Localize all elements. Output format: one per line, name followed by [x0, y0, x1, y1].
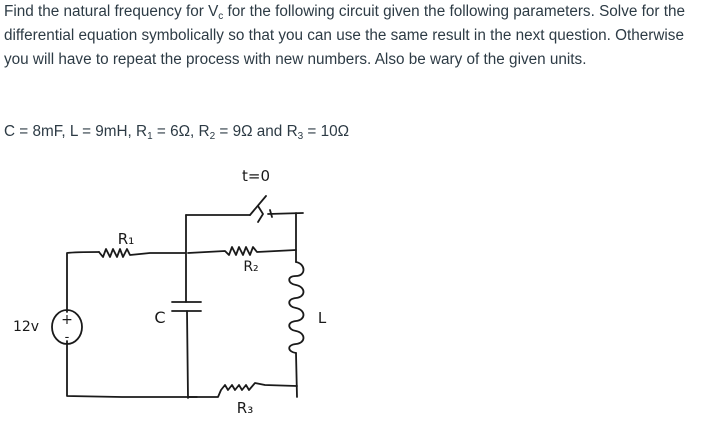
resistor-r3 [188, 383, 297, 397]
resistor-r1 [99, 249, 185, 257]
switch-contact [270, 210, 272, 217]
param-text: C = 8mF, L = 9mH, R [4, 123, 148, 140]
wire-top-right [268, 213, 303, 214]
question-text-part: Find the natural frequency for V [4, 3, 219, 20]
subscript: 3 [297, 131, 304, 142]
question-text [4, 0, 704, 72]
minus-sign: - [64, 330, 70, 345]
plus-sign: + [61, 312, 73, 328]
question-text-part: for the following circuit given the following parameters. Solve for the differential equation symbolically so that you can use the same result in the next question. Otherwise you will have to repeat the process with new numbers. Also be wary of the given units. [4, 3, 685, 68]
switch-label: t=0 [242, 167, 270, 185]
wire-right-bottom [296, 353, 297, 397]
r3-label: R₃ [236, 399, 254, 417]
wire-source-bottom [67, 341, 197, 397]
inductor-label: L [317, 309, 327, 327]
param-text: = 10Ω [303, 123, 350, 140]
r2-label: R₂ [243, 259, 259, 275]
param-text: = 9Ω and R [215, 123, 298, 140]
circuit-diagram [0, 150, 710, 432]
wire-source-top [67, 252, 99, 312]
subscript: 1 [147, 131, 153, 142]
source-label: 12v [12, 319, 40, 335]
resistor-r2 [188, 247, 296, 255]
switch-arrow [258, 206, 263, 222]
r1-label: R₁ [117, 230, 135, 248]
inductor-l [289, 262, 303, 353]
wire-cap-bottom [187, 311, 188, 398]
subscript: c [218, 11, 224, 22]
subscript: 2 [209, 131, 216, 142]
param-text: = 6Ω, R [152, 123, 210, 140]
capacitor-label: C [154, 308, 166, 327]
parameters-line [4, 120, 704, 144]
